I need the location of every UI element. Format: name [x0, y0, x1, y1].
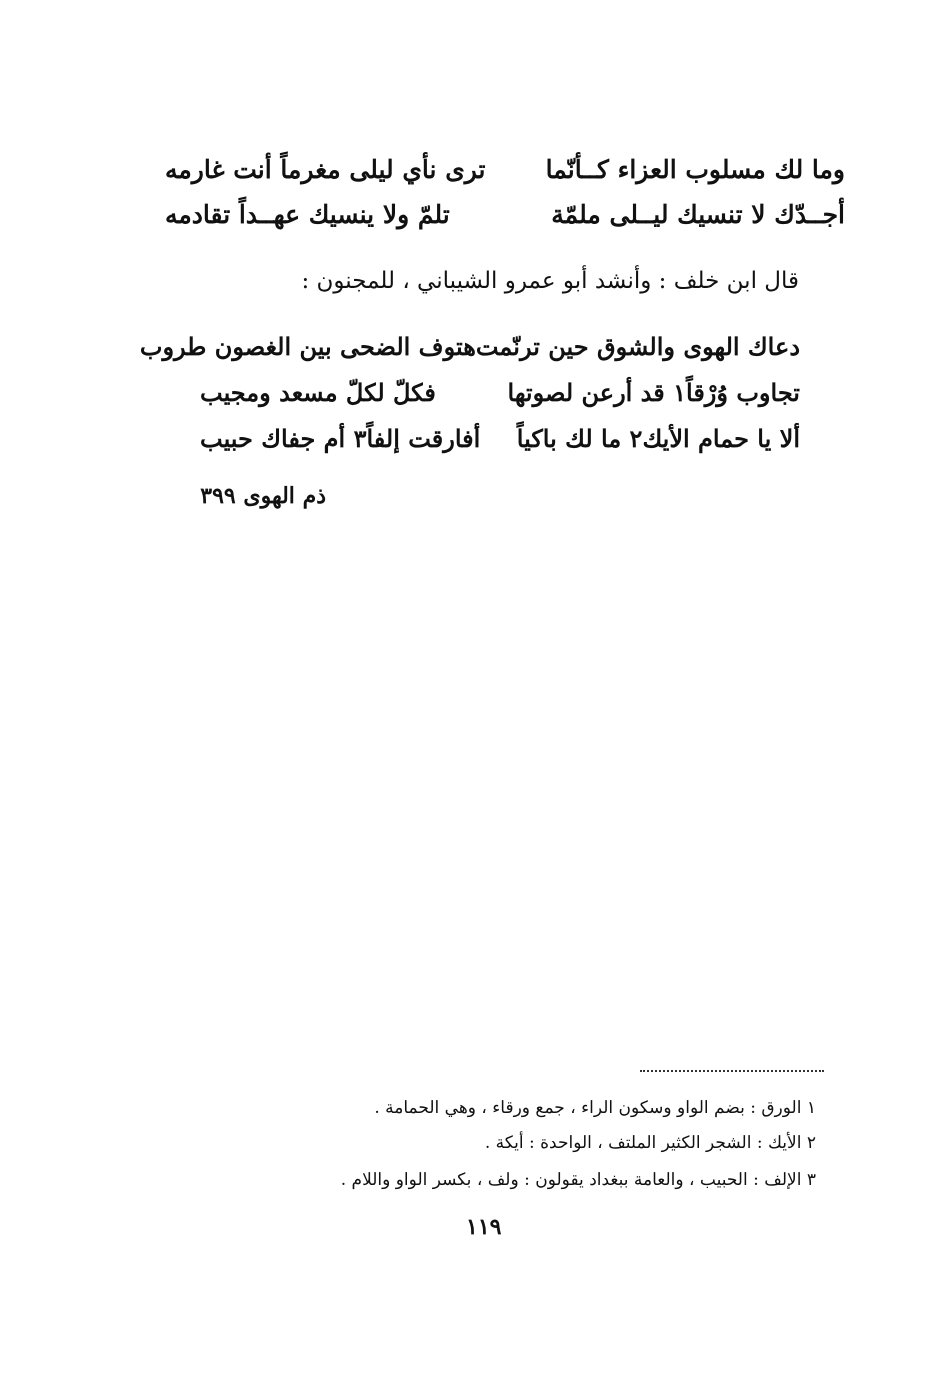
poem-verse [139, 332, 800, 361]
poem-verse [165, 200, 845, 229]
first-hemistich: وما لك مسلوب العزاء كــأنّما [545, 155, 845, 184]
first-hemistich: ألا يا حمام الأيك٢ ما لك باكياً [516, 424, 800, 453]
footnote: ٣ الإلف : الحبيب ، والعامة ببغداد يقولون : ولف ، بكسر الواو واللام . [340, 1170, 816, 1190]
source-reference: ذم الهوى ٣٩٩ [200, 483, 326, 509]
second-hemistich: تلمّ ولا ينسيك عهــداً تقادمه [165, 200, 450, 229]
poem-verse [165, 155, 845, 184]
first-hemistich: أجــدّك لا تنسيك ليــلى ملمّة [551, 200, 845, 229]
poem-verse [200, 424, 800, 453]
footnote-divider [640, 1070, 824, 1072]
first-hemistich: دعاك الهوى والشوق حين ترنّمت [475, 332, 800, 361]
page-number: ١١٩ [466, 1214, 502, 1240]
second-hemistich: هتوف الضحى بين الغصون طروب [139, 332, 476, 361]
footnote: ١ الورق : بضم الواو وسكون الراء ، جمع ورقاء ، وهي الحمامة . [374, 1098, 816, 1118]
second-hemistich: فكلّ لكلّ مسعد ومجيب [200, 378, 436, 407]
intro-line: قال ابن خلف : وأنشد أبو عمرو الشيباني ، للمجنون : [301, 268, 799, 294]
poem-verse [200, 378, 800, 407]
second-hemistich: ترى نأي ليلى مغرماً أنت غارمه [165, 155, 486, 184]
second-hemistich: أفارقت إلفاً٣ أم جفاك حبيب [200, 424, 481, 453]
first-hemistich: تجاوب وُرْقاً١ قد أرعن لصوتها [507, 378, 800, 407]
footnote: ٢ الأيك : الشجر الكثير الملتف ، الواحدة : أيكة . [484, 1133, 816, 1153]
